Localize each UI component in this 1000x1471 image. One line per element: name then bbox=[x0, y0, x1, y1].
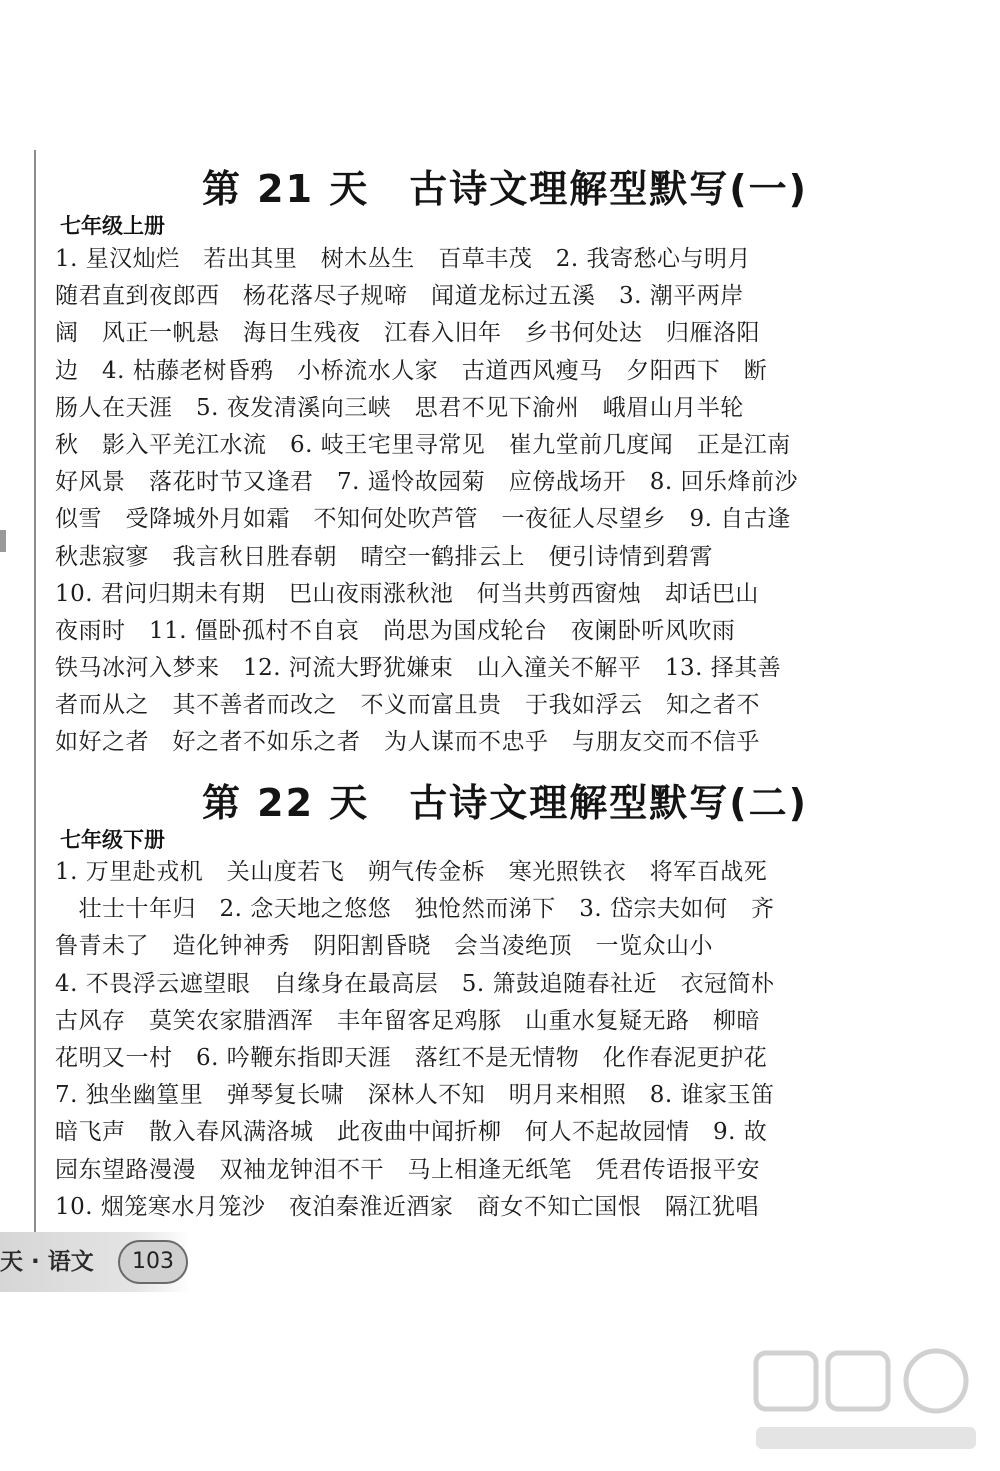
text-line: 阔 风正一帆悬 海日生残夜 江春入旧年 乡书何处达 归雁洛阳 bbox=[55, 320, 760, 347]
page-number-badge: 103 bbox=[118, 1240, 188, 1284]
text-line: 花明又一村 6. 吟鞭东指即天涯 落红不是无情物 化作春泥更护花 bbox=[55, 1044, 768, 1071]
text-line: 似雪 受降城外月如霜 不知何处吹芦管 一夜征人尽望乡 9. 自古逢 bbox=[55, 506, 791, 533]
text-line: 者而从之 其不善者而改之 不义而富且贵 于我如浮云 知之者不 bbox=[55, 692, 760, 719]
section-subtitle-grade7-vol1: 七年级上册 bbox=[60, 214, 165, 238]
section-title-day21: 第 21 天 古诗文理解型默写(一) bbox=[201, 167, 809, 211]
text-line: 随君直到夜郎西 杨花落尽子规啼 闻道龙标过五溪 3. 潮平两岸 bbox=[55, 283, 744, 310]
text-line: 鲁青未了 造化钟神秀 阴阳割昏晓 会当凌绝顶 一览众山小 bbox=[55, 933, 713, 960]
text-line: 10. 烟笼寒水月笼沙 夜泊秦淮近酒家 商女不知亡国恨 隔江犹唱 bbox=[55, 1193, 759, 1220]
answer-text-block-day21 bbox=[55, 241, 845, 762]
text-line: 4. 不畏浮云遮望眼 自缘身在最高层 5. 箫鼓追随春社近 衣冠简朴 bbox=[55, 970, 775, 997]
footer-label: 天 · 语文 bbox=[0, 1249, 94, 1275]
text-line: 7. 独坐幽篁里 弹琴复长啸 深林人不知 明月来相照 8. 谁家玉笛 bbox=[55, 1082, 775, 1109]
text-line: 古风存 莫笑农家腊酒浑 丰年留客足鸡豚 山重水复疑无路 柳暗 bbox=[55, 1007, 760, 1034]
text-line: 好风景 落花时节又逢君 7. 遥怜故园菊 应傍战场开 8. 回乐烽前沙 bbox=[55, 469, 799, 496]
text-line: 秋悲寂寥 我言秋日胜春朝 晴空一鹤排云上 便引诗情到碧霄 bbox=[55, 543, 713, 570]
text-line: 铁马冰河入梦来 12. 河流大野犹嫌束 山入潼关不解平 13. 择其善 bbox=[55, 655, 782, 682]
text-line: 秋 影入平羌江水流 6. 岐王宅里寻常见 崔九堂前几度闻 正是江南 bbox=[55, 431, 791, 458]
page-edge-mark bbox=[0, 530, 6, 552]
text-line: 夜雨时 11. 僵卧孤村不自哀 尚思为国戍轮台 夜阑卧听风吹雨 bbox=[55, 617, 736, 644]
text-line: 10. 君问归期未有期 巴山夜雨涨秋池 何当共剪西窗烛 却话巴山 bbox=[55, 580, 759, 607]
text-line: 边 4. 枯藤老树昏鸦 小桥流水人家 古道西风瘦马 夕阳西下 断 bbox=[55, 357, 768, 384]
text-line: 肠人在天涯 5. 夜发清溪向三峡 思君不见下渝州 峨眉山月半轮 bbox=[55, 394, 744, 421]
text-line: 园东望路漫漫 双袖龙钟泪不干 马上相逢无纸笔 凭君传语报平安 bbox=[55, 1156, 760, 1183]
text-line: 暗飞声 散入春风满洛城 此夜曲中闻折柳 何人不起故园情 9. 故 bbox=[55, 1119, 768, 1146]
text-line: 1. 星汉灿烂 若出其里 树木丛生 百草丰茂 2. 我寄愁心与明月 bbox=[55, 246, 752, 272]
text-line: 壮士十年归 2. 念天地之悠悠 独怆然而涕下 3. 岱宗夫如何 齐 bbox=[55, 896, 775, 923]
left-margin-rule bbox=[34, 150, 36, 1240]
answer-text-block-day22 bbox=[55, 854, 845, 1226]
watermark-logo-icon bbox=[746, 1341, 986, 1461]
section-title-day22: 第 22 天 古诗文理解型默写(二) bbox=[201, 781, 809, 825]
text-line: 1. 万里赴戎机 关山度若飞 朔气传金柝 寒光照铁衣 将军百战死 bbox=[55, 859, 768, 885]
text-line: 如好之者 好之者不如乐之者 为人谋而不忠乎 与朋友交而不信乎 bbox=[55, 729, 760, 756]
section-subtitle-grade7-vol2: 七年级下册 bbox=[60, 828, 165, 852]
